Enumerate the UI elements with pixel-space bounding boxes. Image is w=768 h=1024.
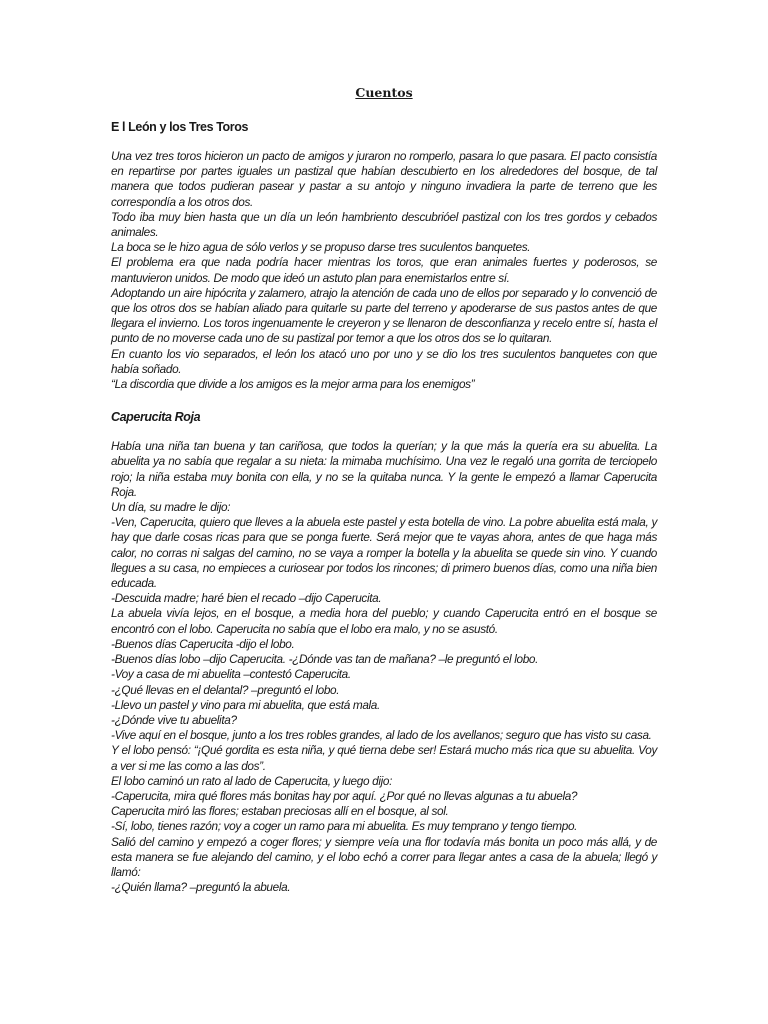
story-paragraph: Adoptando un aire hipócrita y zalamero, atrajo la atención de cada uno de ellos por separado y lo convenció de que los otros dos se habían aliado para quitarle su parte del terreno y apoderarse de sus pastos antes de que llegara el invierno. Los toros ingenuamente le creyeron y se llenaron de desconfianza y recelo entre sí, hasta el punto de no moverse cada uno de su pastizal por temor a que los otros dos se lo quitaran. xyxy=(111,285,657,346)
story-moral: “La discordia que divide a los amigos es la mejor arma para los enemigos” xyxy=(111,377,475,392)
story-paragraph: -Ven, Caperucita, quiero que lleves a la abuela este pastel y esta botella de vino. La pobre abuelita está mala, y hay que darle cosas ricas para que se ponga fuerte. Será mejor que te vayas ahora, antes de que haga más calor, no corras ni salgas del camino, no se vaya a romper la botella y la abuelita se quede sin vino. Y cuando llegues a su casa, no empieces a curiosear por todos los rincones; di primero buenos días, como una niña bien educada. xyxy=(111,515,657,591)
story-paragraph: El lobo caminó un rato al lado de Caperucita, y luego dijo: xyxy=(111,773,393,788)
story-paragraph: -Descuida madre; haré bien el recado –dijo Caperucita. xyxy=(111,591,382,606)
story-paragraph: -Caperucita, mira qué flores más bonitas hay por aquí. ¿Por qué no llevas algunas a tu abuela? xyxy=(111,788,578,803)
story-paragraph: -¿Quién llama? –preguntó la abuela. xyxy=(111,880,291,895)
story-body-leon xyxy=(111,149,657,392)
story-title-caperucita: Caperucita Roja xyxy=(111,410,201,425)
story-body-caperucita xyxy=(111,439,657,895)
story-paragraph: Y el lobo pensó: “¡Qué gordita es esta niña, y qué tierna debe ser! Estará mucho más rica que su abuelita. Voy a ver si me las como a las dos”. xyxy=(111,743,657,773)
story-paragraph: Salió del camino y empezó a coger flores; y siempre veía una flor todavía más bonita un poco más allá, y de esta manera se fue alejando del camino, y el lobo echó a correr para llegar antes a casa de la abuela; llegó y llamó: xyxy=(111,834,657,879)
story-paragraph: -¿Qué llevas en el delantal? –preguntó el lobo. xyxy=(111,682,340,697)
story-paragraph: -Voy a casa de mi abuelita –contestó Caperucita. xyxy=(111,667,351,682)
story-paragraph: Había una niña tan buena y tan cariñosa, que todos la querían; y la que más la quería era su abuelita. La abuelita ya no sabía que regalar a su nieta: la mimaba muchísimo. Una vez le regaló una gorrita de terciopelo rojo; la niña estaba muy bonita con ella, y no se la quitaba nunca. Y la gente le empezó a llamar Caperucita Roja. xyxy=(111,439,657,499)
story-paragraph: En cuanto los vio separados, el león los atacó uno por uno y se dio los tres suculentos banquetes con que había soñado. xyxy=(111,346,657,376)
story-paragraph: La abuela vivía lejos, en el bosque, a media hora del pueblo; y cuando Caperucita entró en el bosque se encontró con el lobo. Caperucita no sabía que el lobo era malo, y no se asustó. xyxy=(111,606,657,636)
story-paragraph: Un día, su madre le dijo: xyxy=(111,500,231,515)
document-title: Cuentos xyxy=(355,85,413,100)
story-paragraph: -Vive aquí en el bosque, junto a los tres robles grandes, al lado de los avellanos; seguro que has visto su casa. xyxy=(111,728,652,743)
story-paragraph: Una vez tres toros hicieron un pacto de amigos y juraron no romperlo, pasara lo que pasara. El pacto consistía en repartirse por partes iguales un pastizal que habían descubierto en los alrededores del bosque, de tal manera que todos pudieran pasear y pastar a su antojo y ninguno invadiera la parte de terreno que les correspondía a los otros dos. xyxy=(111,149,657,209)
story-paragraph: Todo iba muy bien hasta que un día un león hambriento descubrióel pastizal con los tres gordos y cebados animales. xyxy=(111,209,657,240)
story-paragraph: -Sí, lobo, tienes razón; voy a coger un ramo para mi abuelita. Es muy temprano y tengo tiempo. xyxy=(111,819,578,834)
story-paragraph: El problema era que nada podría hacer mientras los toros, que eran animales fuertes y poderosos, se mantuvieron unidos. De modo que ideó un astuto plan para enemistarlos entre sí. xyxy=(111,255,657,285)
story-title-leon: E l León y los Tres Toros xyxy=(111,120,249,134)
story-paragraph: La boca se le hizo agua de sólo verlos y se propuso darse tres suculentos banquetes. xyxy=(111,240,531,255)
story-paragraph: -Buenos días lobo –dijo Caperucita. -¿Dónde vas tan de mañana? –le preguntó el lobo. xyxy=(111,652,539,667)
story-paragraph: -Llevo un pastel y vino para mi abuelita, que está mala. xyxy=(111,697,380,712)
story-paragraph: -¿Dónde vive tu abuelita? xyxy=(111,712,237,727)
story-paragraph: Caperucita miró las flores; estaban preciosas allí en el bosque, al sol. xyxy=(111,804,449,819)
story-paragraph: -Buenos días Caperucita -dijo el lobo. xyxy=(111,636,295,651)
document-page xyxy=(111,82,657,895)
